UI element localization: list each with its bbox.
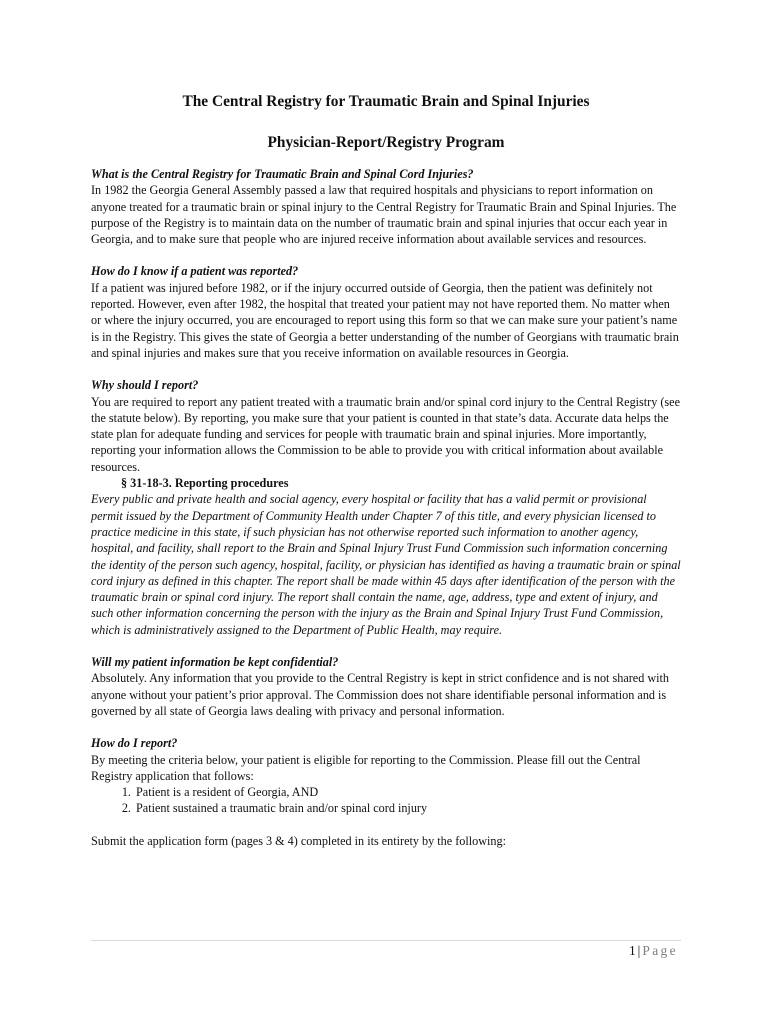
- section-question: Will my patient information be kept confidential?: [91, 655, 339, 670]
- section-body: If a patient was injured before 1982, or if the injury occurred outside of Georgia, then the patient was definitely not reported. However, even after 1982, the hospital that treated your patient may not have reported them. No matter when or where the injury occurred, you are encouraged to report using this form so that we can make sure your patient’s name is in the Registry. This gives the state of Georgia a better understanding of the number of Georgians with traumatic brain and spinal injuries and makes sure that you receive information on available resources in Georgia.: [91, 280, 679, 360]
- page-label: Page: [642, 943, 678, 958]
- submit-instructions: Submit the application form (pages 3 & 4) completed in its entirety by the following:: [91, 833, 506, 848]
- document-body: [91, 92, 681, 865]
- section-body: You are required to report any patient treated with a traumatic brain and/or spinal cord injury to the Central Registry (see the statute below). By reporting, you make sure that your patient is counted in that state’s data. Accurate data helps the state plan for adequate funding and services for people with traumatic brain and spinal injuries. More importantly, reporting your information allows the Commission to be able to provide you with critical information about available resources.: [91, 394, 680, 474]
- section-body: By meeting the criteria below, your patient is eligible for reporting to the Commission. Please fill out the Central Registry application that follows:: [91, 752, 641, 783]
- page-number: 1: [628, 943, 636, 958]
- page-footer: [629, 942, 678, 960]
- section-what-is-registry: [91, 166, 681, 247]
- section-why-report: [91, 377, 681, 638]
- section-how-to-report: [91, 735, 681, 849]
- page-separator: |: [637, 943, 641, 958]
- section-question: How do I know if a patient was reported?: [91, 264, 299, 279]
- section-body: In 1982 the Georgia General Assembly passed a law that required hospitals and physicians to report information on anyone treated for a traumatic brain or spinal injury to the Central Registry for Traumatic Brain and Spinal Injuries. The purpose of the Registry is to maintain data on the number of traumatic brain and spinal injuries that occur each year in Georgia, and to make sure that people who are injured receive information about available services and resources.: [91, 183, 677, 247]
- list-item: 1. Patient is a resident of Georgia, AND: [134, 784, 681, 800]
- list-item: 2. Patient sustained a traumatic brain and/or spinal cord injury: [134, 800, 681, 816]
- statute-text: Every public and private health and social agency, every hospital or facility that has a valid permit or provisional permit issued by the Department of Community Health under Chapter 7 of this title, and every physician licensed to practice medicine in this state, if such physician has not otherwise reported such information to another agency, hospital, and facility, shall report to the Brain and Spinal Injury Trust Fund Commission such information concerning the identity of the person such agency, hospital, facility, or physician has identified as having a traumatic brain or spinal cord injury as defined in this chapter. The report shall be made within 45 days after identification of the person with the traumatic brain or spinal cord injury. The report shall contain the name, age, address, type and extent of injury, and such other information concerning the person with the injury as the Brain and Spinal Injury Trust Fund Commission, which is administratively assigned to the Department of Public Health, may require.: [91, 492, 681, 637]
- document-subtitle: Physician-Report/Registry Program: [267, 134, 505, 151]
- section-question: Why should I report?: [91, 378, 199, 393]
- section-patient-reported: [91, 263, 681, 361]
- section-body: Absolutely. Any information that you provide to the Central Registry is kept in strict confidence and is not shared with anyone without your patient’s prior approval. The Commission does not share identifiable personal information and is governed by all state of Georgia laws dealing with privacy and personal information.: [91, 671, 670, 718]
- document-title: The Central Registry for Traumatic Brain and Spinal Injuries: [182, 93, 590, 110]
- footer-divider: [91, 940, 681, 941]
- criteria-list: [91, 784, 681, 817]
- section-question: What is the Central Registry for Traumatic Brain and Spinal Cord Injuries?: [91, 167, 474, 181]
- section-confidential: [91, 654, 681, 719]
- statute-heading: § 31-18-3. Reporting procedures: [121, 476, 289, 491]
- section-question: How do I report?: [91, 736, 178, 751]
